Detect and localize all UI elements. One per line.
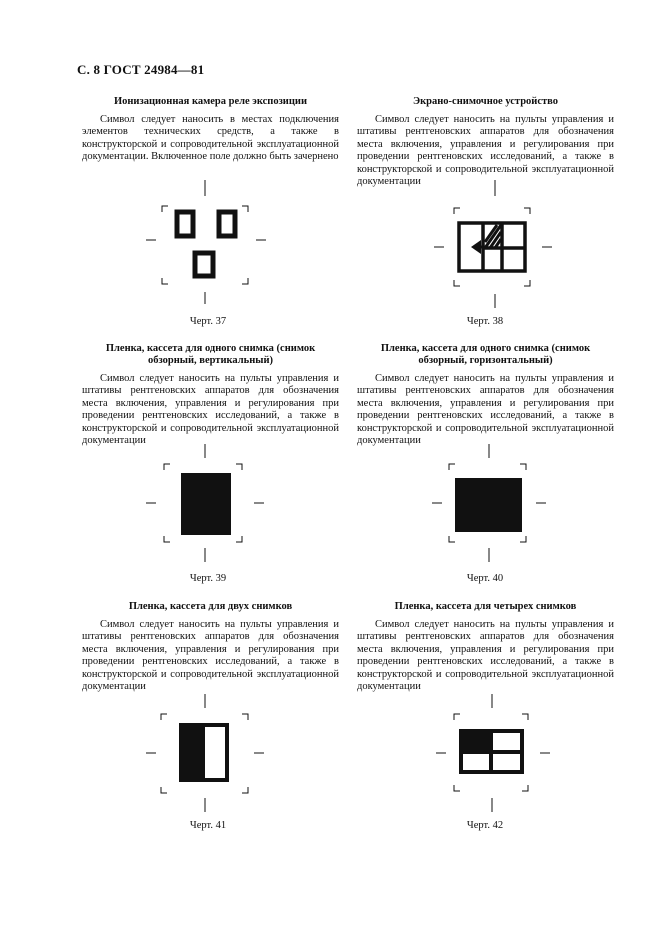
- section-title: Пленка, кассета для одного снимка (снимок обзорный, горизонтальный): [380, 343, 591, 366]
- page-header: С. 8 ГОСТ 24984—81: [77, 62, 205, 77]
- section-41: [82, 601, 339, 693]
- section-title: Пленка, кассета для двух снимков: [128, 601, 293, 612]
- figure-37-ionization-chamber-symbol: [138, 176, 273, 306]
- figure-caption: Черт. 41: [189, 820, 227, 831]
- figure-39-film-vertical-symbol: [138, 440, 273, 565]
- figure-caption: Черт. 39: [189, 573, 227, 584]
- figure-41-film-two-shots-symbol: [138, 690, 273, 820]
- section-text: Символ следует наносить на пульты управления и штативы рентгеновских аппаратов для обозначения места включения, управления и регулирования при проведении рентгеновских исследований, а также в конструкторской и сопроводительной эксплуатационной документации: [357, 114, 614, 188]
- section-text: Символ следует наносить на пульты управления и штативы рентгеновских аппаратов для обозначения места включения, управления и регулирования при проведении рентгеновских исследований, а также в конструкторской и сопроводительной эксплуатационной документации: [357, 373, 614, 447]
- section-text: Символ следует наносить в местах подключения элементов технических средств, а также в конструкторской и сопроводительной эксплуатационной документации. Включенное поле должно быть зачернено: [82, 114, 339, 163]
- section-42: [357, 601, 614, 693]
- section-37: [82, 96, 339, 164]
- figure-40-film-horizontal-symbol: [422, 440, 562, 565]
- figure-38-screen-camera-symbol: [422, 176, 562, 311]
- figure-caption: Черт. 40: [466, 573, 504, 584]
- section-38: [357, 96, 614, 188]
- section-title: Пленка, кассета для четырех снимков: [394, 601, 577, 612]
- section-title: Экрано-снимочное устройство: [413, 96, 558, 107]
- section-40: [357, 343, 614, 447]
- section-title: Ионизационная камера реле экспозиции: [113, 96, 308, 107]
- section-text: Символ следует наносить на пульты управления и штативы рентгеновских аппаратов для обозначения места включения, управления и регулирования при проведении рентгеновских исследований, а также в конструкторской и сопроводительной эксплуатационной документации: [357, 619, 614, 693]
- section-text: Символ следует наносить на пульты управления и штативы рентгеновских аппаратов для обозначения места включения, управления и регулирования при проведении рентгеновских исследований, а также в конструкторской и сопроводительной эксплуатационной документации: [82, 373, 339, 447]
- figure-caption: Черт. 38: [466, 316, 504, 327]
- section-title: Пленка, кассета для одного снимка (снимок обзорный, вертикальный): [105, 343, 316, 366]
- section-text: Символ следует наносить на пульты управления и штативы рентгеновских аппаратов для обозначения места включения, управления и регулирования при проведении рентгеновских исследований, а также в конструкторской и сопроводительной эксплуатационной документации: [82, 619, 339, 693]
- figure-42-film-four-shots-symbol: [422, 690, 562, 820]
- section-39: [82, 343, 339, 447]
- figure-caption: Черт. 42: [466, 820, 504, 831]
- figure-caption: Черт. 37: [189, 316, 227, 327]
